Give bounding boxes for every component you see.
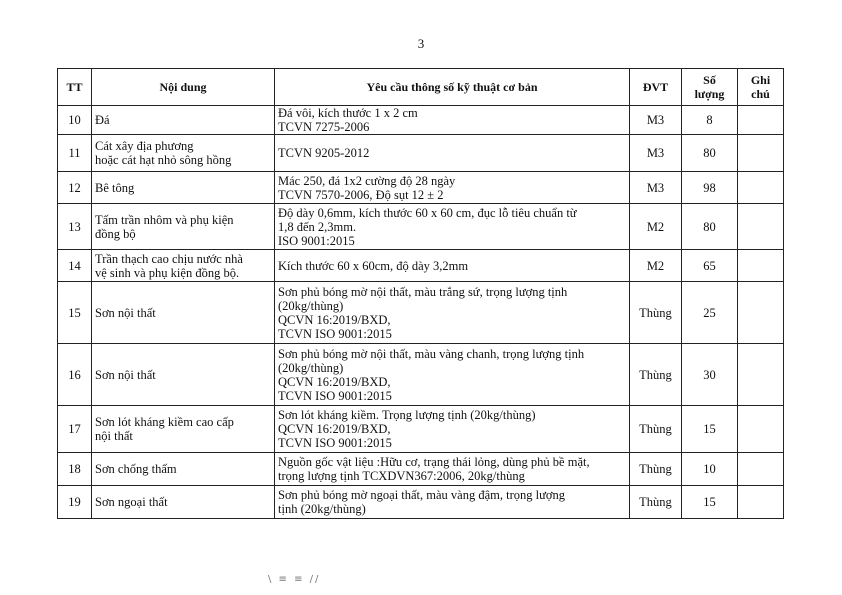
row-note	[738, 106, 784, 135]
row-content	[92, 106, 275, 135]
row-content	[92, 250, 275, 282]
header-note-line1: Ghi	[750, 73, 771, 87]
row-content	[92, 486, 275, 519]
requirement-line: TCVN 7570-2006, Độ sụt 12 ± 2	[278, 187, 444, 202]
row-tt: 13	[58, 204, 92, 250]
requirement-line: Mác 250, đá 1x2 cường độ 28 ngày	[278, 173, 456, 188]
content-line: Tấm trần nhôm và phụ kiện	[95, 212, 234, 227]
row-unit: M2	[630, 204, 682, 250]
row-note	[738, 172, 784, 204]
requirement-line: QCVN 16:2019/BXD,	[278, 312, 391, 327]
row-note	[738, 135, 784, 172]
row-requirements	[275, 135, 630, 172]
row-unit: Thùng	[630, 486, 682, 519]
requirement-line: 1,8 đến 2,3mm.	[278, 219, 357, 234]
row-tt: 18	[58, 453, 92, 486]
row-quantity: 15	[682, 486, 738, 519]
requirement-line: TCVN 7275-2006	[278, 120, 370, 134]
row-requirements	[275, 406, 630, 453]
row-note	[738, 406, 784, 453]
row-note	[738, 453, 784, 486]
row-unit: Thùng	[630, 406, 682, 453]
header-content: Nội dung	[92, 69, 275, 106]
requirement-line: QCVN 16:2019/BXD,	[278, 374, 391, 389]
content-line: Sơn ngoại thất	[95, 495, 168, 509]
content-line: Trần thạch cao chịu nước nhà	[95, 251, 243, 266]
row-quantity: 15	[682, 406, 738, 453]
header-quantity-line2: lượng	[694, 87, 725, 101]
row-tt: 11	[58, 135, 92, 172]
row-content	[92, 204, 275, 250]
table-row	[58, 172, 784, 204]
requirement-line: TCVN 9205-2012	[278, 146, 370, 160]
row-requirements	[275, 282, 630, 344]
row-note	[738, 486, 784, 519]
row-quantity: 80	[682, 204, 738, 250]
row-unit: M3	[630, 135, 682, 172]
row-note	[738, 282, 784, 344]
content-line: vệ sinh và phụ kiện đồng bộ.	[95, 265, 240, 280]
content-line: Sơn nội thất	[95, 305, 156, 320]
row-content	[92, 282, 275, 344]
requirement-line: Kích thước 60 x 60cm, độ dày 3,2mm	[278, 258, 469, 273]
row-requirements	[275, 344, 630, 406]
header-unit: ĐVT	[630, 69, 682, 106]
row-quantity: 8	[682, 106, 738, 135]
table-header-row	[58, 69, 784, 106]
header-requirements: Yêu cầu thông số kỹ thuật cơ bản	[275, 69, 630, 106]
header-note	[738, 69, 784, 106]
table-row	[58, 106, 784, 135]
content-line: đồng bộ	[95, 226, 136, 241]
row-requirements	[275, 486, 630, 519]
row-tt: 17	[58, 406, 92, 453]
content-line: hoặc cát hạt nhỏ sông hồng	[95, 153, 232, 167]
requirement-line: Đá vôi, kích thước 1 x 2 cm	[278, 106, 418, 120]
row-tt: 14	[58, 250, 92, 282]
row-quantity: 25	[682, 282, 738, 344]
header-quantity	[682, 69, 738, 106]
row-content	[92, 344, 275, 406]
row-unit: Thùng	[630, 344, 682, 406]
requirement-line: (20kg/thùng)	[278, 360, 344, 375]
table-row	[58, 204, 784, 250]
row-content	[92, 406, 275, 453]
row-tt: 15	[58, 282, 92, 344]
row-content	[92, 135, 275, 172]
page-number: 3	[417, 36, 425, 51]
footer-stamp: \ ≡ ≡ //	[268, 574, 321, 585]
requirement-line: Sơn phủ bóng mờ nội thất, màu trắng sứ, trọng lượng tịnh	[278, 284, 568, 299]
row-requirements	[275, 172, 630, 204]
row-tt: 16	[58, 344, 92, 406]
row-note	[738, 344, 784, 406]
row-tt: 12	[58, 172, 92, 204]
table-row	[58, 250, 784, 282]
requirement-line: Nguồn gốc vật liệu :Hữu cơ, trạng thái lỏng, dùng phủ bề mặt,	[278, 455, 590, 469]
content-line: Sơn chống thấm	[95, 462, 177, 476]
requirement-line: Sơn phủ bóng mờ nội thất, màu vàng chanh, trọng lượng tịnh	[278, 346, 585, 361]
table-row	[58, 344, 784, 406]
header-quantity-line1: Số	[703, 73, 716, 87]
row-quantity: 30	[682, 344, 738, 406]
row-unit: M2	[630, 250, 682, 282]
table-row	[58, 453, 784, 486]
requirement-line: tịnh (20kg/thùng)	[278, 502, 366, 516]
row-quantity: 65	[682, 250, 738, 282]
table-row	[58, 486, 784, 519]
row-requirements	[275, 106, 630, 135]
row-quantity: 80	[682, 135, 738, 172]
row-quantity: 10	[682, 453, 738, 486]
content-line: Cát xây địa phương	[95, 139, 194, 153]
table-row	[58, 406, 784, 453]
table-row	[58, 135, 784, 172]
header-note-line2: chú	[751, 87, 770, 101]
spec-table	[57, 68, 784, 519]
row-content	[92, 453, 275, 486]
content-line: nội thất	[95, 429, 133, 443]
requirement-line: trọng lượng tịnh TCXDVN367:2006, 20kg/thùng	[278, 469, 525, 483]
row-unit: M3	[630, 106, 682, 135]
requirement-line: TCVN ISO 9001:2015	[278, 388, 392, 403]
row-unit: M3	[630, 172, 682, 204]
row-requirements	[275, 204, 630, 250]
requirement-line: (20kg/thùng)	[278, 298, 344, 313]
row-tt: 10	[58, 106, 92, 135]
requirement-line: QCVN 16:2019/BXD,	[278, 422, 391, 436]
row-note	[738, 250, 784, 282]
content-line: Bê tông	[95, 180, 135, 195]
content-line: Sơn nội thất	[95, 367, 156, 382]
requirement-line: Sơn lót kháng kiềm. Trọng lượng tịnh (20kg/thùng)	[278, 408, 536, 422]
row-content	[92, 172, 275, 204]
requirement-line: TCVN ISO 9001:2015	[278, 326, 392, 341]
requirement-line: Sơn phủ bóng mờ ngoại thất, màu vàng đậm, trọng lượng	[278, 488, 565, 502]
row-requirements	[275, 250, 630, 282]
requirement-line: Độ dày 0,6mm, kích thước 60 x 60 cm, đục lỗ tiêu chuẩn từ	[278, 205, 577, 220]
row-unit: Thùng	[630, 453, 682, 486]
row-unit: Thùng	[630, 282, 682, 344]
requirement-line: ISO 9001:2015	[278, 233, 355, 248]
row-quantity: 98	[682, 172, 738, 204]
row-tt: 19	[58, 486, 92, 519]
header-tt: TT	[58, 69, 92, 106]
content-line: Sơn lót kháng kiềm cao cấp	[95, 415, 234, 429]
requirement-line: TCVN ISO 9001:2015	[278, 436, 392, 450]
row-note	[738, 204, 784, 250]
content-line: Đá	[95, 113, 110, 127]
row-requirements	[275, 453, 630, 486]
table-row	[58, 282, 784, 344]
